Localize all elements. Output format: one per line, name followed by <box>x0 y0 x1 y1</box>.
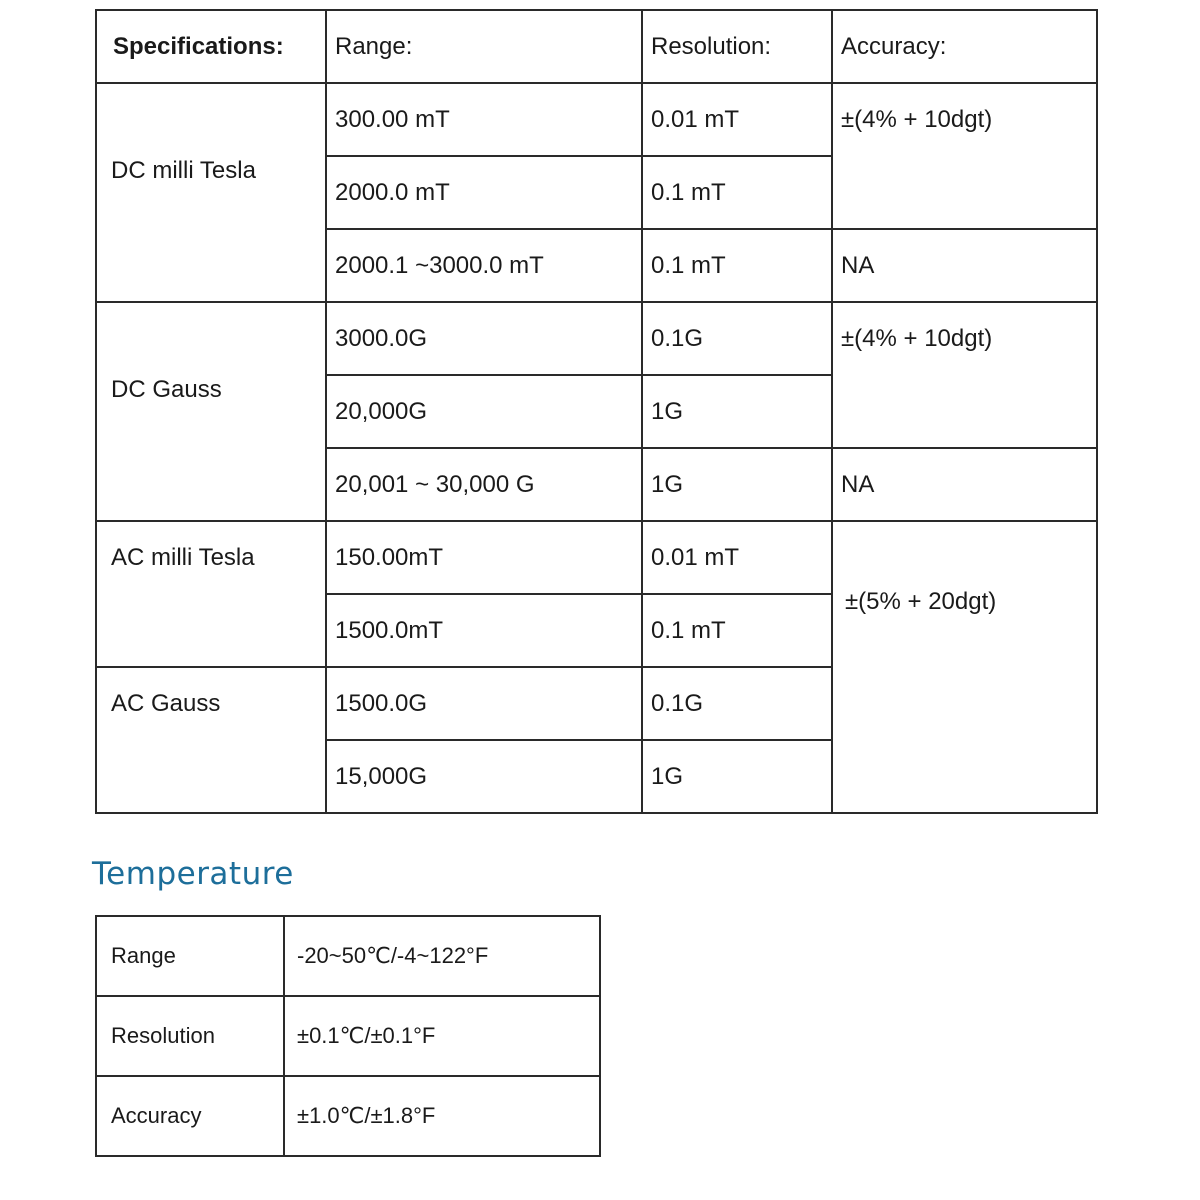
group-label-dc-milli-tesla: DC milli Tesla <box>96 83 326 302</box>
resolution-cell: 0.1 mT <box>642 156 832 229</box>
accuracy-cell: NA <box>832 229 1097 302</box>
table-row <box>96 916 600 996</box>
resolution-cell: 1G <box>642 740 832 813</box>
resolution-cell: 0.1 mT <box>642 229 832 302</box>
range-cell: 300.00 mT <box>326 83 642 156</box>
header-range: Range: <box>326 10 642 83</box>
range-cell: 150.00mT <box>326 521 642 594</box>
resolution-cell: 0.1G <box>642 667 832 740</box>
range-cell: 1500.0G <box>326 667 642 740</box>
range-cell: 2000.0 mT <box>326 156 642 229</box>
table-row <box>96 521 1097 594</box>
resolution-cell: 1G <box>642 448 832 521</box>
temperature-heading: Temperature <box>92 856 294 892</box>
range-cell: 20,001 ~ 30,000 G <box>326 448 642 521</box>
temp-value-accuracy: ±1.0℃/±1.8°F <box>284 1076 600 1156</box>
specifications-table <box>95 9 1098 814</box>
temp-value-resolution: ±0.1℃/±0.1°F <box>284 996 600 1076</box>
group-label-dc-gauss: DC Gauss <box>96 302 326 521</box>
resolution-cell: 1G <box>642 375 832 448</box>
table-row <box>96 996 600 1076</box>
accuracy-cell: NA <box>832 448 1097 521</box>
resolution-cell: 0.1G <box>642 302 832 375</box>
resolution-cell: 0.01 mT <box>642 83 832 156</box>
group-label-ac-gauss: AC Gauss <box>96 667 326 813</box>
header-resolution: Resolution: <box>642 10 832 83</box>
temp-label-resolution: Resolution <box>96 996 284 1076</box>
range-cell: 3000.0G <box>326 302 642 375</box>
range-cell: 20,000G <box>326 375 642 448</box>
temp-label-range: Range <box>96 916 284 996</box>
range-cell: 1500.0mT <box>326 594 642 667</box>
header-accuracy: Accuracy: <box>832 10 1097 83</box>
header-specifications: Specifications: <box>96 10 326 83</box>
range-cell: 15,000G <box>326 740 642 813</box>
table-header-row <box>96 10 1097 83</box>
group-label-ac-milli-tesla: AC milli Tesla <box>96 521 326 667</box>
resolution-cell: 0.01 mT <box>642 521 832 594</box>
accuracy-cell-ac: ±(5% + 20dgt) <box>832 521 1097 813</box>
range-cell: 2000.1 ~3000.0 mT <box>326 229 642 302</box>
accuracy-cell: ±(4% + 10dgt) <box>832 83 1097 229</box>
temp-value-range: -20~50℃/-4~122°F <box>284 916 600 996</box>
temp-label-accuracy: Accuracy <box>96 1076 284 1156</box>
temperature-table <box>95 915 601 1157</box>
table-row <box>96 302 1097 375</box>
table-row <box>96 1076 600 1156</box>
table-row <box>96 83 1097 156</box>
resolution-cell: 0.1 mT <box>642 594 832 667</box>
accuracy-cell: ±(4% + 10dgt) <box>832 302 1097 448</box>
